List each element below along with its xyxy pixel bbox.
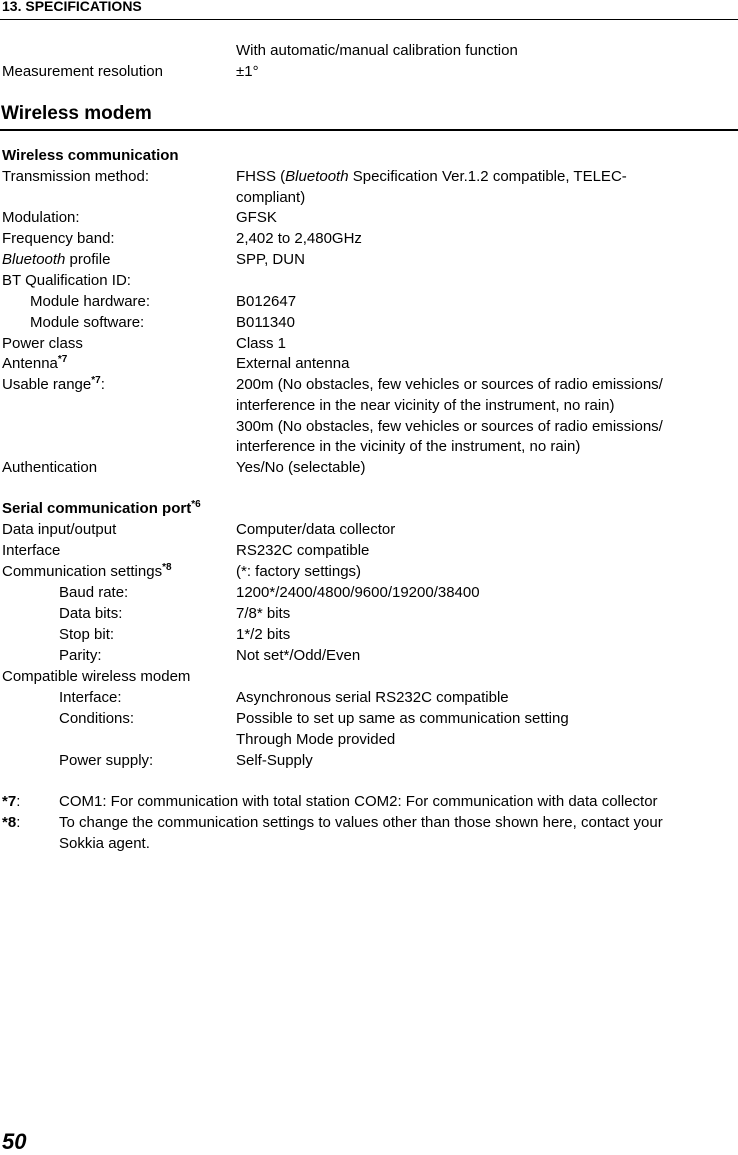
usable-range-line: interference in the vicinity of the instrument, no rain) [236,438,581,455]
calibration-note: With automatic/manual calibration function [236,42,518,59]
usable-range-line: 300m (No obstacles, few vehicles or sources of radio emissions/ [236,418,663,435]
frequency-label: Frequency band: [2,230,115,247]
footnote-8-text: To change the communication settings to values other than those shown here, contact your [59,814,663,831]
data-io-label: Data input/output [2,521,117,538]
interface-label: Interface [2,542,61,559]
footnote-ref: *8 [162,562,172,573]
section-rule [0,129,738,131]
bt-qualification-label: BT Qualification ID: [2,272,131,289]
bluetooth-term: Bluetooth [285,168,349,185]
footnote-ref: *7 [57,354,68,365]
section-title: Wireless modem [1,103,152,124]
stop-bit-label: Stop bit: [59,626,115,643]
modem-interface-label: Interface: [59,689,122,706]
conditions-value-line2: Through Mode provided [236,731,396,748]
antenna-label: Antenna$^{*7}$ [2,354,68,372]
footnote-8-text-line2: Sokkia agent. [59,835,150,852]
modulation-value: GFSK [236,209,277,226]
authentication-value: Yes/No (selectable) [236,459,366,476]
baud-rate-value: 1200*/2400/4800/9600/19200/38400 [236,584,480,601]
wireless-heading: Wireless communication [2,147,179,164]
header-rule [0,19,738,20]
modem-interface-value: Asynchronous serial RS232C compatible [236,689,509,706]
serial-heading: Serial communication port$^{*6}$ [2,499,201,517]
data-bits-value: 7/8* bits [236,605,291,622]
stop-bit-value: 1*/2 bits [236,626,291,643]
transmission-label: Transmission method: [2,168,149,185]
module-hardware-label: Module hardware: [30,293,151,310]
power-supply-label: Power supply: [59,752,154,769]
power-supply-value: Self-Supply [236,752,313,769]
footnote-7-text: COM1: For communication with total station COM2: For communication with data collector [59,793,658,810]
data-io-value: Computer/data collector [236,521,396,538]
resolution-value: ±1° [236,63,259,80]
footnote-ref: *7 [91,375,101,386]
conditions-value: Possible to set up same as communication setting [236,710,569,727]
data-bits-label: Data bits: [59,605,123,622]
communication-settings-value: (*: factory settings) [236,563,362,580]
profile-value: SPP, DUN [236,251,305,268]
usable-range-line: 200m (No obstacles, few vehicles or sources of radio emissions/ [236,376,663,393]
usable-range-line: interference in the near vicinity of the instrument, no rain) [236,397,615,414]
footnote-7-mark: *7: [2,793,21,810]
baud-rate-label: Baud rate: [59,584,129,601]
bluetooth-term: Bluetooth [2,251,66,268]
section-header: 13. SPECIFICATIONS [2,0,142,14]
transmission-value-line2: compliant) [236,189,306,206]
footnote-ref: *6 [191,499,201,510]
authentication-label: Authentication [2,459,98,476]
antenna-value: External antenna [236,355,350,372]
module-software-label: Module software: [30,314,145,331]
communication-settings-label: Communication settings$^{*8}$ [2,562,172,580]
page-number: 50 [2,1129,27,1154]
conditions-label: Conditions: [59,710,135,727]
interface-value: RS232C compatible [236,542,370,559]
modulation-label: Modulation: [2,209,80,226]
profile-label: Bluetooth profile [2,251,111,268]
resolution-label: Measurement resolution [2,63,163,80]
parity-value: Not set*/Odd/Even [236,647,361,664]
parity-label: Parity: [59,647,102,664]
power-class-value: Class 1 [236,335,287,352]
power-class-label: Power class [2,335,83,352]
transmission-value: FHSS (Bluetooth Specification Ver.1.2 compatible, TELEC- [236,168,627,185]
usable-range-label: Usable range$^{*7}$: [2,375,105,393]
module-hardware-value: B012647 [236,293,297,310]
frequency-value: 2,402 to 2,480GHz [236,230,362,247]
module-software-value: B011340 [236,314,295,331]
compatible-modem-label: Compatible wireless modem [2,668,191,685]
footnote-8-mark: *8: [2,814,21,831]
